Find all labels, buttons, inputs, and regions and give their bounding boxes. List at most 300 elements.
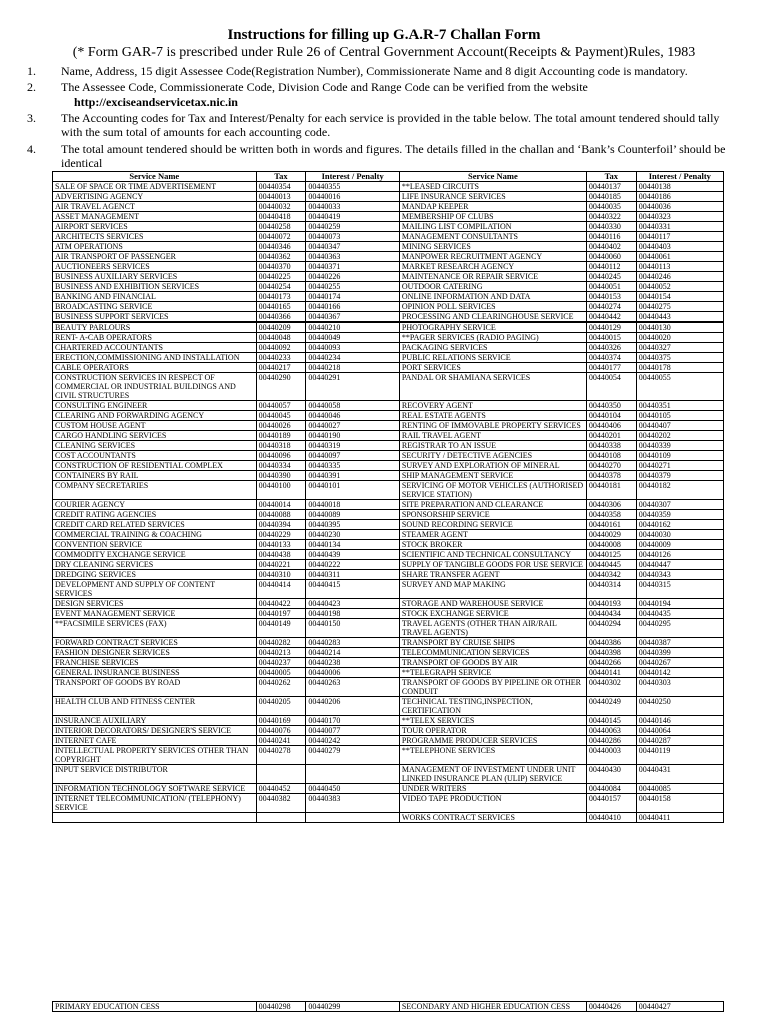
service-name-cell: DREDGING SERVICES: [53, 570, 257, 580]
service-name-cell: **TELEGRAPH SERVICE: [399, 668, 586, 678]
service-name-cell: ASSET MANAGEMENT: [53, 212, 257, 222]
table-row: [53, 609, 724, 619]
tax-code-cell: 00440241: [256, 736, 306, 746]
tax-code-cell: 00440354: [256, 182, 306, 192]
instruction-number: 3.: [27, 111, 36, 125]
table-row: [53, 411, 724, 421]
table-row: [53, 373, 724, 401]
tax-code-cell: 00440137: [586, 182, 636, 192]
interest-code-cell: 00440403: [636, 242, 723, 252]
service-name-cell: TECHNICAL TESTING,INSPECTION, CERTIFICATION: [399, 697, 586, 716]
table-row: [53, 252, 724, 262]
interest-code-cell: 00440064: [636, 726, 723, 736]
service-name-cell: INTERIOR DECORATORS/ DESIGNER'S SERVICE: [53, 726, 257, 736]
tax-code-cell: 00440209: [256, 323, 306, 333]
table-row: [53, 451, 724, 461]
table-row: [53, 599, 724, 609]
table-row: [53, 353, 724, 363]
tax-code-cell: 00440026: [256, 421, 306, 431]
service-name-cell: FASHION DESIGNER SERVICES: [53, 648, 257, 658]
interest-code-cell: 00440134: [306, 540, 399, 550]
interest-code-cell: 00440113: [636, 262, 723, 272]
instruction-number: 1.: [27, 64, 36, 78]
service-name-cell: MARKET RESEARCH AGENCY: [399, 262, 586, 272]
tax-code-cell: 00440035: [586, 202, 636, 212]
service-name-cell: SHIP MANAGEMENT SERVICE: [399, 471, 586, 481]
service-name-cell: AIR TRANSPORT OF PASSENGER: [53, 252, 257, 262]
table-row: [53, 212, 724, 222]
instruction-text: Name, Address, 15 digit Assessee Code(Registration Number), Commissionerate Name and 8 digit Accounting code is mandatory.: [61, 64, 688, 78]
service-name-cell: CUSTOM HOUSE AGENT: [53, 421, 257, 431]
tax-code-cell: 00440054: [586, 373, 636, 401]
service-name-cell: SHARE TRANSFER AGENT: [399, 570, 586, 580]
tax-code-cell: [256, 813, 306, 823]
instruction-text: The total amount tendered should be written both in words and figures. The details filled in the challan and ‘Bank’s Counterfoil’ should be identical: [61, 142, 726, 170]
interest-code-cell: 00440234: [306, 353, 399, 363]
interest-code-cell: 00440331: [636, 222, 723, 232]
interest-code-cell: 00440089: [306, 510, 399, 520]
interest-code-cell: 00440415: [306, 580, 399, 599]
tax-code-cell: 00440290: [256, 373, 306, 401]
interest-code-cell: 00440423: [306, 599, 399, 609]
cess-table-body: [53, 1002, 724, 1012]
service-name-cell: BEAUTY PARLOURS: [53, 323, 257, 333]
interest-code-cell: 00440427: [636, 1002, 723, 1012]
service-name-cell: RENTING OF IMMOVABLE PROPERTY SERVICES: [399, 421, 586, 431]
tax-code-cell: 00440282: [256, 638, 306, 648]
tax-code-cell: 00440258: [256, 222, 306, 232]
service-name-cell: COMMERCIAL TRAINING & COACHING: [53, 530, 257, 540]
interest-code-cell: 00440443: [636, 312, 723, 322]
interest-code-cell: 00440033: [306, 202, 399, 212]
interest-code-cell: 00440020: [636, 333, 723, 343]
interest-code-cell: 00440202: [636, 431, 723, 441]
interest-code-cell: 00440117: [636, 232, 723, 242]
interest-code-cell: 00440018: [306, 500, 399, 510]
interest-code-cell: 00440363: [306, 252, 399, 262]
instruction-number: 4.: [27, 142, 36, 156]
table-row: [53, 262, 724, 272]
interest-code-cell: 00440036: [636, 202, 723, 212]
tax-code-cell: 00440104: [586, 411, 636, 421]
interest-code-cell: 00440105: [636, 411, 723, 421]
tax-code-cell: 00440406: [586, 421, 636, 431]
tax-code-cell: 00440346: [256, 242, 306, 252]
table-row: [53, 500, 724, 510]
tax-code-cell: 00440306: [586, 500, 636, 510]
table-row: [53, 232, 724, 242]
interest-code-cell: 00440166: [306, 302, 399, 312]
service-name-cell: DEVELOPMENT AND SUPPLY OF CONTENT SERVICES: [53, 580, 257, 599]
tax-code-cell: 00440278: [256, 746, 306, 765]
interest-code-cell: 00440186: [636, 192, 723, 202]
table-row: [53, 678, 724, 697]
interest-code-cell: 00440210: [306, 323, 399, 333]
tax-code-cell: 00440181: [586, 481, 636, 500]
tax-code-cell: 00440015: [586, 333, 636, 343]
interest-code-cell: 00440387: [636, 638, 723, 648]
service-name-cell: MAILING LIST COMPILATION: [399, 222, 586, 232]
interest-code-cell: 00440259: [306, 222, 399, 232]
tax-code-cell: 00440314: [586, 580, 636, 599]
service-name-cell: CONSULTING ENGINEER: [53, 401, 257, 411]
table-row: [53, 716, 724, 726]
table-row: [53, 182, 724, 192]
tax-code-cell: 00440237: [256, 658, 306, 668]
service-name-cell: TRANSPORT OF GOODS BY AIR: [399, 658, 586, 668]
tax-code-cell: 00440029: [586, 530, 636, 540]
tax-code-cell: 00440378: [586, 471, 636, 481]
interest-code-cell: 00440030: [636, 530, 723, 540]
interest-code-cell: 00440383: [306, 794, 399, 813]
interest-code-cell: 00440327: [636, 343, 723, 353]
service-name-cell: MANDAP KEEPER: [399, 202, 586, 212]
service-name-cell: **PAGER SERVICES (RADIO PAGING): [399, 333, 586, 343]
instruction-number: 2.: [27, 80, 36, 94]
tax-code-cell: 00440063: [586, 726, 636, 736]
tax-code-cell: 00440374: [586, 353, 636, 363]
interest-code-cell: 00440130: [636, 323, 723, 333]
service-name-cell: STOCK EXCHANGE SERVICE: [399, 609, 586, 619]
service-name-cell: PORT SERVICES: [399, 363, 586, 373]
tax-code-cell: 00440014: [256, 500, 306, 510]
interest-code-cell: 00440419: [306, 212, 399, 222]
service-name-cell: **LEASED CIRCUITS: [399, 182, 586, 192]
tax-code-cell: 00440225: [256, 272, 306, 282]
tax-code-cell: 00440338: [586, 441, 636, 451]
tax-code-cell: 00440322: [586, 212, 636, 222]
service-name-cell: INFORMATION TECHNOLOGY SOFTWARE SERVICE: [53, 784, 257, 794]
service-name-cell: CONSTRUCTION OF RESIDENTIAL COMPLEX: [53, 461, 257, 471]
table-row: [53, 765, 724, 784]
service-name-cell: BROADCASTING SERVICE: [53, 302, 257, 312]
interest-code-cell: 00440154: [636, 292, 723, 302]
interest-code-cell: 00440097: [306, 451, 399, 461]
interest-code-cell: 00440158: [636, 794, 723, 813]
tax-code-cell: 00440189: [256, 431, 306, 441]
service-name-cell: GENERAL INSURANCE BUSINESS: [53, 668, 257, 678]
tax-code-cell: 00440032: [256, 202, 306, 212]
service-name-cell: BUSINESS AND EXHIBITION SERVICES: [53, 282, 257, 292]
tax-code-cell: 00440274: [586, 302, 636, 312]
service-name-cell: MINING SERVICES: [399, 242, 586, 252]
interest-code-cell: 00440311: [306, 570, 399, 580]
interest-code-cell: [306, 765, 399, 784]
website-link[interactable]: http://exciseandservicetax.nic.in: [74, 95, 238, 109]
interest-code-cell: 00440355: [306, 182, 399, 192]
interest-code-cell: 00440439: [306, 550, 399, 560]
service-name-cell: SURVEY AND EXPLORATION OF MINERAL: [399, 461, 586, 471]
service-name-cell: RECOVERY AGENT: [399, 401, 586, 411]
service-name-cell: CHARTERED ACCOUNTANTS: [53, 343, 257, 353]
service-name-cell: STEAMER AGENT: [399, 530, 586, 540]
service-name-cell: MEMBERSHIP OF CLUBS: [399, 212, 586, 222]
interest-code-cell: 00440299: [306, 1002, 399, 1012]
interest-code-cell: 00440162: [636, 520, 723, 530]
table-row: [53, 421, 724, 431]
tax-code-cell: 00440452: [256, 784, 306, 794]
tax-code-cell: 00440350: [586, 401, 636, 411]
service-name-cell: TRANSPORT BY CRUISE SHIPS: [399, 638, 586, 648]
service-name-cell: PROCESSING AND CLEARINGHOUSE SERVICE: [399, 312, 586, 322]
interest-code-cell: 00440319: [306, 441, 399, 451]
table-row: [53, 222, 724, 232]
service-name-cell: PHOTOGRAPHY SERVICE: [399, 323, 586, 333]
service-name-cell: INTERNET TELECOMMUNICATION/ (TELEPHONY) SERVICE: [53, 794, 257, 813]
interest-code-cell: 00440230: [306, 530, 399, 540]
service-name-cell: TELECOMMUNICATION SERVICES: [399, 648, 586, 658]
service-name-cell: CONVENTION SERVICE: [53, 540, 257, 550]
interest-code-cell: 00440367: [306, 312, 399, 322]
service-name-cell: COMMODITY EXCHANGE SERVICE: [53, 550, 257, 560]
service-name-cell: PANDAL OR SHAMIANA SERVICES: [399, 373, 586, 401]
service-name-cell: SERVICING OF MOTOR VEHICLES (AUTHORISED SERVICE STATION): [399, 481, 586, 500]
interest-code-cell: 00440006: [306, 668, 399, 678]
table-row: [53, 784, 724, 794]
service-name-cell: MANAGEMENT CONSULTANTS: [399, 232, 586, 242]
tax-code-cell: 00440173: [256, 292, 306, 302]
interest-code-cell: 00440283: [306, 638, 399, 648]
tax-code-cell: 00440414: [256, 580, 306, 599]
service-name-cell: ERECTION,COMMISSIONING AND INSTALLATION: [53, 353, 257, 363]
tax-code-cell: 00440382: [256, 794, 306, 813]
table-row: [53, 401, 724, 411]
service-name-cell: TRAVEL AGENTS (OTHER THAN AIR/RAIL TRAVEL AGENTS): [399, 619, 586, 638]
header-service-name: Service Name: [399, 172, 586, 182]
interest-code-cell: 00440073: [306, 232, 399, 242]
tax-code-cell: 00440045: [256, 411, 306, 421]
service-name-cell: ADVERTISING AGENCY: [53, 192, 257, 202]
tax-code-cell: 00440096: [256, 451, 306, 461]
service-name-cell: LIFE INSURANCE SERVICES: [399, 192, 586, 202]
interest-code-cell: 00440359: [636, 510, 723, 520]
service-name-cell: SUPPLY OF TANGIBLE GOODS FOR USE SERVICE: [399, 560, 586, 570]
interest-code-cell: 00440055: [636, 373, 723, 401]
tax-code-cell: 00440221: [256, 560, 306, 570]
tax-code-cell: 00440422: [256, 599, 306, 609]
interest-code-cell: 00440339: [636, 441, 723, 451]
table-row: [53, 510, 724, 520]
interest-code-cell: 00440447: [636, 560, 723, 570]
tax-code-cell: 00440254: [256, 282, 306, 292]
interest-code-cell: 00440198: [306, 609, 399, 619]
tax-code-cell: 00440193: [586, 599, 636, 609]
table-row: [53, 638, 724, 648]
tax-code-cell: 00440270: [586, 461, 636, 471]
interest-code-cell: 00440263: [306, 678, 399, 697]
interest-code-cell: 00440250: [636, 697, 723, 716]
interest-code-cell: 00440150: [306, 619, 399, 638]
tax-code-cell: 00440434: [586, 609, 636, 619]
service-name-cell: SCIENTIFIC AND TECHNICAL CONSULTANCY: [399, 550, 586, 560]
interest-code-cell: 00440052: [636, 282, 723, 292]
tax-code-cell: 00440233: [256, 353, 306, 363]
table-row: [53, 1002, 724, 1012]
service-name-cell: SALE OF SPACE OR TIME ADVERTISEMENT: [53, 182, 257, 192]
interest-code-cell: 00440291: [306, 373, 399, 401]
tax-code-cell: 00440129: [586, 323, 636, 333]
table-row: [53, 471, 724, 481]
service-name-cell: REAL ESTATE AGENTS: [399, 411, 586, 421]
service-name-cell: SPONSORSHIP SERVICE: [399, 510, 586, 520]
tax-code-cell: 00440410: [586, 813, 636, 823]
tax-code-cell: 00440249: [586, 697, 636, 716]
interest-code-cell: 00440303: [636, 678, 723, 697]
tax-code-cell: 00440116: [586, 232, 636, 242]
interest-code-cell: 00440335: [306, 461, 399, 471]
table-body: [53, 182, 724, 823]
interest-code-cell: 00440435: [636, 609, 723, 619]
interest-code-cell: 00440101: [306, 481, 399, 500]
table-row: [53, 697, 724, 716]
interest-code-cell: 00440046: [306, 411, 399, 421]
tax-code-cell: 00440145: [586, 716, 636, 726]
table-row: [53, 302, 724, 312]
interest-code-cell: 00440411: [636, 813, 723, 823]
interest-code-cell: 00440315: [636, 580, 723, 599]
tax-code-cell: 00440013: [256, 192, 306, 202]
interest-code-cell: [306, 813, 399, 823]
service-name-cell: RAIL TRAVEL AGENT: [399, 431, 586, 441]
table-row: [53, 619, 724, 638]
service-name-cell: MANPOWER RECRUITMENT AGENCY: [399, 252, 586, 262]
tax-code-cell: 00440217: [256, 363, 306, 373]
instruction-text: The Assessee Code, Commissionerate Code, Division Code and Range Code can be verified from the website: [61, 80, 588, 94]
service-name-cell: HEALTH CLUB AND FITNESS CENTER: [53, 697, 257, 716]
service-name-cell: CARGO HANDLING SERVICES: [53, 431, 257, 441]
service-name-cell: INPUT SERVICE DISTRIBUTOR: [53, 765, 257, 784]
interest-code-cell: 00440058: [306, 401, 399, 411]
tax-code-cell: 00440390: [256, 471, 306, 481]
service-name-cell: ARCHITECTS SERVICES: [53, 232, 257, 242]
interest-code-cell: 00440182: [636, 481, 723, 500]
service-name-cell: SECURITY / DETECTIVE AGENCIES: [399, 451, 586, 461]
table-row: [53, 272, 724, 282]
service-name-cell: INSURANCE AUXILIARY: [53, 716, 257, 726]
tax-code-cell: 00440445: [586, 560, 636, 570]
service-name-cell: FRANCHISE SERVICES: [53, 658, 257, 668]
interest-code-cell: 00440323: [636, 212, 723, 222]
service-name-cell: PACKAGING SERVICES: [399, 343, 586, 353]
tax-code-cell: 00440201: [586, 431, 636, 441]
service-name-cell: BUSINESS SUPPORT SERVICES: [53, 312, 257, 322]
service-name-cell: **TELEPHONE SERVICES: [399, 746, 586, 765]
table-row: [53, 530, 724, 540]
interest-code-cell: 00440178: [636, 363, 723, 373]
page-subtitle: (* Form GAR-7 is prescribed under Rule 26 of Central Government Account(Receipts & Payment)Rules, 1983: [72, 45, 696, 60]
service-name-cell: STORAGE AND WAREHOUSE SERVICE: [399, 599, 586, 609]
service-name-cell: SITE PREPARATION AND CLEARANCE: [399, 500, 586, 510]
interest-code-cell: 00440246: [636, 272, 723, 282]
table-row: [53, 202, 724, 212]
table-row: [53, 520, 724, 530]
interest-code-cell: 00440142: [636, 668, 723, 678]
table-row: [53, 570, 724, 580]
tax-code-cell: 00440008: [586, 540, 636, 550]
service-name-cell: CONTAINERS BY RAIL: [53, 471, 257, 481]
tax-code-cell: 00440326: [586, 343, 636, 353]
service-name-cell: WORKS CONTRACT SERVICES: [399, 813, 586, 823]
service-name-cell: ATM OPERATIONS: [53, 242, 257, 252]
tax-code-cell: 00440310: [256, 570, 306, 580]
service-name-cell: CABLE OPERATORS: [53, 363, 257, 373]
tax-code-cell: 00440072: [256, 232, 306, 242]
tax-code-cell: 00440157: [586, 794, 636, 813]
service-name-cell: STOCK BROKER: [399, 540, 586, 550]
header-interest-penalty: Interest / Penalty: [636, 172, 723, 182]
tax-code-cell: 00440418: [256, 212, 306, 222]
table-header-row: [53, 172, 724, 182]
service-name-cell: SECONDARY AND HIGHER EDUCATION CESS: [399, 1002, 586, 1012]
header-tax: Tax: [256, 172, 306, 182]
table-row: [53, 736, 724, 746]
interest-code-cell: 00440379: [636, 471, 723, 481]
interest-code-cell: 00440206: [306, 697, 399, 716]
interest-code-cell: 00440146: [636, 716, 723, 726]
interest-code-cell: 00440347: [306, 242, 399, 252]
interest-code-cell: 00440371: [306, 262, 399, 272]
interest-code-cell: 00440119: [636, 746, 723, 765]
service-name-cell: REGISTRAR TO AN ISSUE: [399, 441, 586, 451]
tax-code-cell: 00440386: [586, 638, 636, 648]
interest-code-cell: 00440375: [636, 353, 723, 363]
service-name-cell: BUSINESS AUXILIARY SERVICES: [53, 272, 257, 282]
table-row: [53, 648, 724, 658]
service-name-cell: ONLINE INFORMATION AND DATA: [399, 292, 586, 302]
table-row: [53, 560, 724, 570]
tax-code-cell: 00440398: [586, 648, 636, 658]
tax-code-cell: 00440438: [256, 550, 306, 560]
interest-code-cell: 00440391: [306, 471, 399, 481]
table-row: [53, 550, 724, 560]
table-row: [53, 481, 724, 500]
interest-code-cell: 00440077: [306, 726, 399, 736]
tax-code-cell: 00440060: [586, 252, 636, 262]
interest-code-cell: 00440214: [306, 648, 399, 658]
tax-code-cell: 00440394: [256, 520, 306, 530]
interest-code-cell: 00440287: [636, 736, 723, 746]
table-row: [53, 333, 724, 343]
interest-code-cell: 00440222: [306, 560, 399, 570]
service-name-cell: OPINION POLL SERVICES: [399, 302, 586, 312]
table-row: [53, 323, 724, 333]
tax-code-cell: 00440161: [586, 520, 636, 530]
service-name-cell: FORWARD CONTRACT SERVICES: [53, 638, 257, 648]
service-name-cell: **FACSIMILE SERVICES (FAX): [53, 619, 257, 638]
interest-code-cell: 00440049: [306, 333, 399, 343]
interest-code-cell: 00440343: [636, 570, 723, 580]
interest-code-cell: 00440450: [306, 784, 399, 794]
interest-code-cell: 00440255: [306, 282, 399, 292]
tax-code-cell: 00440205: [256, 697, 306, 716]
service-name-cell: RENT- A-CAB OPERATORS: [53, 333, 257, 343]
tax-code-cell: 00440005: [256, 668, 306, 678]
service-name-cell: VIDEO TAPE PRODUCTION: [399, 794, 586, 813]
service-name-cell: PROGRAMME PRODUCER SERVICES: [399, 736, 586, 746]
service-name-cell: CLEANING SERVICES: [53, 441, 257, 451]
service-code-table: [52, 171, 724, 823]
service-name-cell: INTERNET CAFE: [53, 736, 257, 746]
interest-code-cell: 00440061: [636, 252, 723, 262]
tax-code-cell: 00440302: [586, 678, 636, 697]
tax-code-cell: 00440370: [256, 262, 306, 272]
tax-code-cell: 00440426: [586, 1002, 636, 1012]
interest-code-cell: 00440275: [636, 302, 723, 312]
tax-code-cell: 00440051: [586, 282, 636, 292]
tax-code-cell: 00440294: [586, 619, 636, 638]
service-name-cell: COURIER AGENCY: [53, 500, 257, 510]
interest-code-cell: 00440295: [636, 619, 723, 638]
